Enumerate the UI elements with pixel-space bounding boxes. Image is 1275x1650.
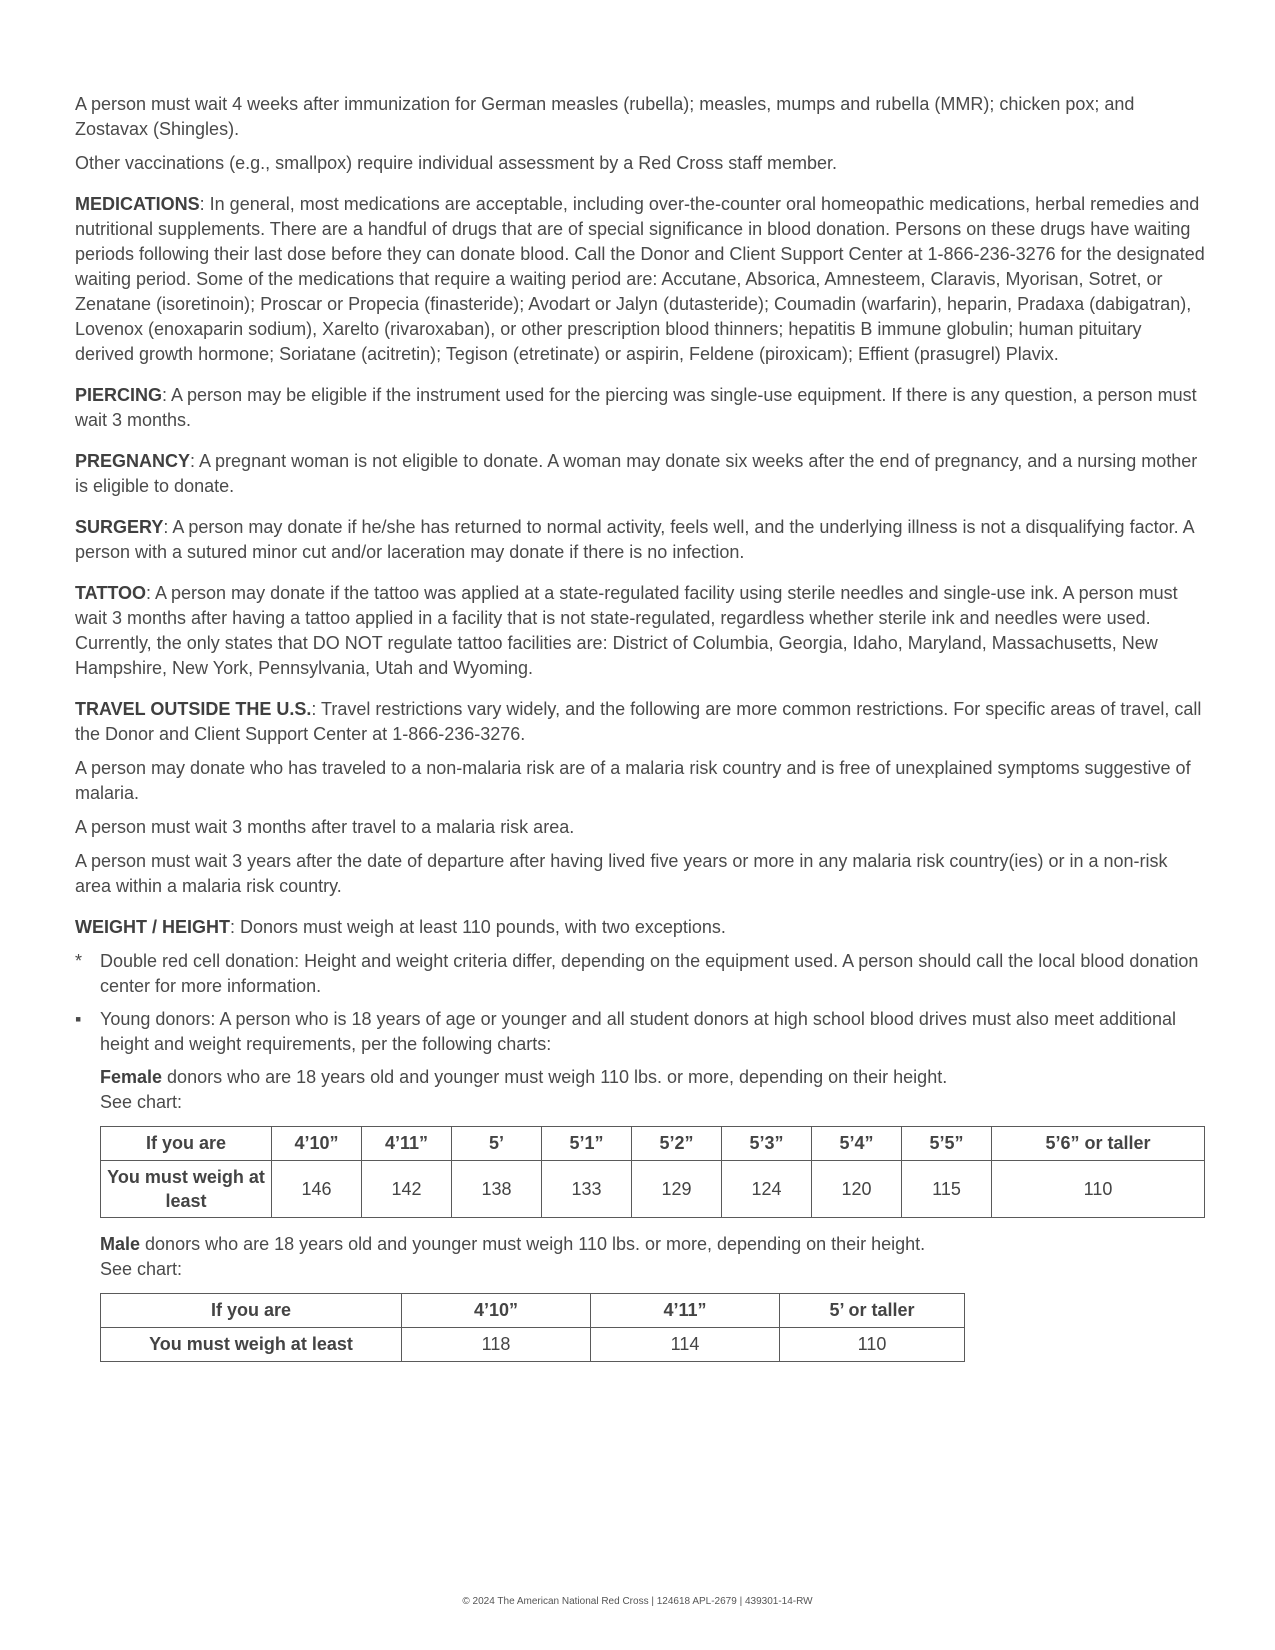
female-weight-cell: 138 xyxy=(452,1161,542,1218)
piercing-text: : A person may be eligible if the instrument used for the piercing was single-use equipment. If there is any question, a person must wait 3 months. xyxy=(75,385,1197,430)
female-weight-cell: 142 xyxy=(362,1161,452,1218)
surgery-text: : A person may donate if he/she has returned to normal activity, feels well, and the underlying illness is not a disqualifying factor. A person with a sutured minor cut and/or laceration may donate if there is no infection. xyxy=(75,517,1194,562)
pregnancy-text: : A pregnant woman is not eligible to donate. A woman may donate six weeks after the end of pregnancy, and a nursing mother is eligible to donate. xyxy=(75,451,1198,496)
male-row-label-height: If you are xyxy=(101,1294,402,1328)
tattoo-heading: TATTOO xyxy=(75,583,146,603)
table-row xyxy=(101,1328,965,1362)
female-height-cell: 5’2” xyxy=(632,1127,722,1161)
male-weight-cell: 118 xyxy=(402,1328,591,1362)
tattoo-text: : A person may donate if the tattoo was applied at a state-regulated facility using sterile needles and single-use ink. A person must wait 3 months after having a tattoo applied in a facility that is not state-regulated, regardless whether sterile ink and needles were used. Currently, the only states that DO NOT regulate tattoo facilities are: District of Columbia, Georgia, Idaho, Maryland, Massachusetts, New Hampshire, New York, Pennsylvania, Utah and Wyoming. xyxy=(75,583,1178,678)
travel-section xyxy=(75,697,1205,747)
female-height-cell: 5’3” xyxy=(722,1127,812,1161)
female-height-cell: 5’4” xyxy=(812,1127,902,1161)
female-weight-cell: 124 xyxy=(722,1161,812,1218)
female-weight-cell: 110 xyxy=(992,1161,1205,1218)
weight-exceptions-list xyxy=(75,949,1205,1057)
table-row xyxy=(101,1127,1205,1161)
pregnancy-section xyxy=(75,449,1205,499)
travel-paragraph-4: A person must wait 3 years after the date of departure after having lived five years or more in any malaria risk country(ies) or in a non-risk area within a malaria risk country. xyxy=(75,851,1168,896)
asterisk-marker: * xyxy=(75,951,83,971)
surgery-heading: SURGERY xyxy=(75,517,164,537)
male-see-chart: See chart: xyxy=(100,1259,183,1279)
female-weight-cell: 120 xyxy=(812,1161,902,1218)
female-height-cell: 5’6” or taller xyxy=(992,1127,1205,1161)
double-red-cell-text: Double red cell donation: Height and weight criteria differ, depending on the equipment used. A person should call the local blood donation center for more information. xyxy=(100,951,1199,996)
other-vaccinations-paragraph: Other vaccinations (e.g., smallpox) require individual assessment by a Red Cross staff member. xyxy=(75,153,837,173)
female-intro-text: donors who are 18 years old and younger must weigh 110 lbs. or more, depending on their height. xyxy=(162,1067,948,1087)
female-weight-cell: 146 xyxy=(272,1161,362,1218)
surgery-section xyxy=(75,515,1205,565)
weight-text: : Donors must weigh at least 110 pounds, with two exceptions. xyxy=(230,917,726,937)
male-weight-table xyxy=(100,1293,965,1362)
female-height-cell: 5’ xyxy=(452,1127,542,1161)
female-see-chart: See chart: xyxy=(100,1092,183,1112)
female-weight-cell: 133 xyxy=(542,1161,632,1218)
table-row xyxy=(101,1294,965,1328)
female-row-label-height: If you are xyxy=(101,1127,272,1161)
female-height-cell: 5’5” xyxy=(902,1127,992,1161)
male-weight-cell: 110 xyxy=(780,1328,965,1362)
piercing-heading: PIERCING xyxy=(75,385,163,405)
female-height-cell: 4’11” xyxy=(362,1127,452,1161)
list-item xyxy=(75,949,1205,999)
female-height-cell: 5’1” xyxy=(542,1127,632,1161)
travel-paragraph-3: A person must wait 3 months after travel to a malaria risk area. xyxy=(75,817,575,837)
piercing-section xyxy=(75,383,1205,433)
young-donors-text: Young donors: A person who is 18 years of age or younger and all student donors at high school blood drives must also meet additional height and weight requirements, per the following charts: xyxy=(100,1009,1177,1054)
male-weight-cell: 114 xyxy=(591,1328,780,1362)
list-item xyxy=(75,1007,1205,1057)
footer-copyright: © 2024 The American National Red Cross | 124618 APL-2679 | 439301-14-RW xyxy=(462,1596,813,1607)
female-weight-cell: 129 xyxy=(632,1161,722,1218)
male-intro xyxy=(100,1232,1205,1282)
table-row xyxy=(101,1161,1205,1218)
medications-text: : In general, most medications are acceptable, including over-the-counter oral homeopathic medications, herbal remedies and nutritional supplements. There are a handful of drugs that are of special significance in blood donation. Persons on these drugs have waiting periods following their last dose before they can donate blood. Call the Donor and Client Support Center at 1-866-236-3276 for the designated waiting period. Some of the medications that require a waiting period are: Accutane, Absorica, Amnesteem, Claravis, Myorisan, Sotret, or Zenatane (isoretinoin); Proscar or Propecia (finasteride); Avodart or Jalyn (dutasteride); Coumadin (warfarin), heparin, Pradaxa (dabigatran), Lovenox (enoxaparin sodium), Xarelto (rivaroxaban), or other prescription blood thinners; hepatitis B immune globulin; human pituitary derived growth hormone; Soriatane (acitretin); Tegison (etretinate) or aspirin, Feldene (piroxicam); Effient (prasugrel) Plavix. xyxy=(75,194,1205,364)
medications-heading: MEDICATIONS xyxy=(75,194,200,214)
female-height-cell: 4’10” xyxy=(272,1127,362,1161)
travel-paragraph-2: A person may donate who has traveled to a non-malaria risk are of a malaria risk country and is free of unexplained symptoms suggestive of malaria. xyxy=(75,758,1191,803)
medications-section xyxy=(75,192,1205,367)
female-lead: Female xyxy=(100,1067,163,1087)
female-intro xyxy=(100,1065,1205,1115)
travel-text: : Travel restrictions vary widely, and the following are more common restrictions. For specific areas of travel, call the Donor and Client Support Center at 1-866-236-3276. xyxy=(75,699,1202,744)
travel-heading: TRAVEL OUTSIDE THE U.S. xyxy=(75,699,312,719)
square-bullet-marker: ▪ xyxy=(75,1009,82,1029)
female-weight-table xyxy=(100,1126,1205,1218)
weight-section xyxy=(75,915,1205,940)
male-intro-text: donors who are 18 years old and younger must weigh 110 lbs. or more, depending on their height. xyxy=(140,1234,926,1254)
height-weight-charts xyxy=(100,1065,1205,1362)
document-body xyxy=(75,92,1205,1376)
male-row-label-weight: You must weigh at least xyxy=(101,1328,402,1362)
male-height-cell: 4’11” xyxy=(591,1294,780,1328)
vaccination-paragraph: A person must wait 4 weeks after immunization for German measles (rubella); measles, mumps and rubella (MMR); chicken pox; and Zostavax (Shingles). xyxy=(75,94,1135,139)
pregnancy-heading: PREGNANCY xyxy=(75,451,191,471)
male-lead: Male xyxy=(100,1234,141,1254)
weight-heading: WEIGHT / HEIGHT xyxy=(75,917,230,937)
male-height-cell: 5’ or taller xyxy=(780,1294,965,1328)
female-row-label-weight: You must weigh at least xyxy=(101,1161,272,1218)
female-weight-cell: 115 xyxy=(902,1161,992,1218)
male-height-cell: 4’10” xyxy=(402,1294,591,1328)
tattoo-section xyxy=(75,581,1205,681)
